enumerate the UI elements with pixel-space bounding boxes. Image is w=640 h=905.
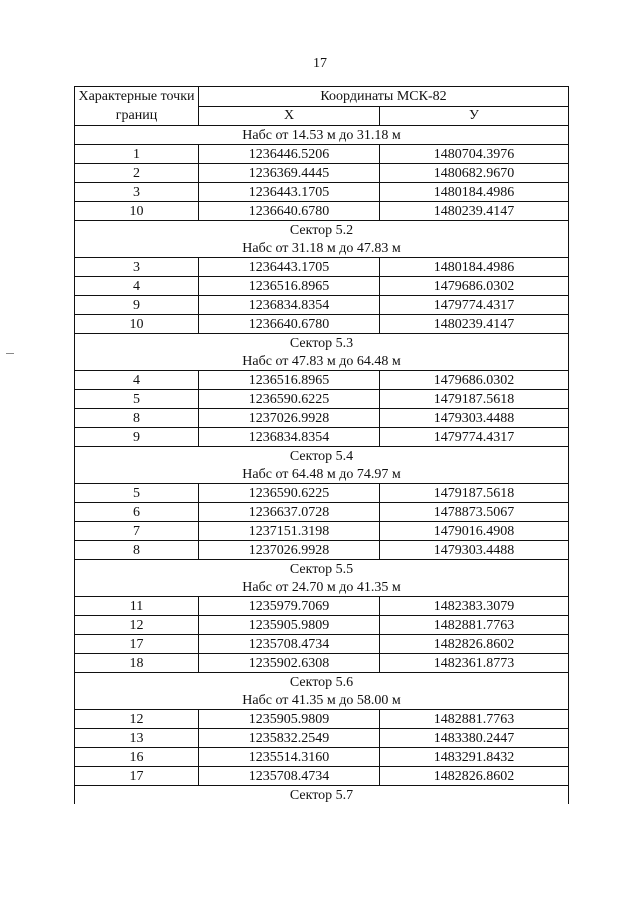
- sector-title: Сектор 5.5: [75, 560, 569, 579]
- x-coordinate: 1235979.7069: [199, 597, 380, 616]
- table-row: [75, 541, 569, 560]
- y-coordinate: 1480239.4147: [380, 202, 569, 221]
- x-coordinate: 1236516.8965: [199, 277, 380, 296]
- y-column-header: У: [380, 106, 569, 126]
- y-coordinate: 1483380.2447: [380, 729, 569, 748]
- x-coordinate: 1235905.9809: [199, 710, 380, 729]
- y-coordinate: 1480184.4986: [380, 183, 569, 202]
- sector-title-row: [75, 221, 569, 240]
- x-coordinate: 1236834.8354: [199, 296, 380, 315]
- sector-title: Сектор 5.2: [75, 221, 569, 240]
- x-coordinate: 1236516.8965: [199, 371, 380, 390]
- table-row: [75, 202, 569, 221]
- coords-title-header: Координаты МСК-82: [199, 87, 569, 107]
- table-row: [75, 729, 569, 748]
- x-coordinate: 1237026.9928: [199, 541, 380, 560]
- header-row: [75, 87, 569, 107]
- point-number: 17: [75, 635, 199, 654]
- table-row: [75, 635, 569, 654]
- table-row: [75, 597, 569, 616]
- y-coordinate: 1480704.3976: [380, 145, 569, 164]
- sector-range: Набс от 47.83 м до 64.48 м: [75, 352, 569, 371]
- table-row: [75, 484, 569, 503]
- table-row: [75, 767, 569, 786]
- y-coordinate: 1483291.8432: [380, 748, 569, 767]
- sector-range: Набс от 14.53 м до 31.18 м: [75, 126, 569, 145]
- point-number: 3: [75, 183, 199, 202]
- sector-title: Сектор 5.4: [75, 447, 569, 466]
- point-number: 5: [75, 390, 199, 409]
- sector-title-row: [75, 560, 569, 579]
- sector-title-row: [75, 673, 569, 692]
- table-row: [75, 315, 569, 334]
- x-coordinate: 1236834.8354: [199, 428, 380, 447]
- sector-title: Сектор 5.3: [75, 334, 569, 353]
- y-coordinate: 1478873.5067: [380, 503, 569, 522]
- sector-range-row: [75, 239, 569, 258]
- x-coordinate: 1236443.1705: [199, 183, 380, 202]
- table-row: [75, 145, 569, 164]
- x-column-header: X: [199, 106, 380, 126]
- table-row: [75, 616, 569, 635]
- sector-range: Набс от 64.48 м до 74.97 м: [75, 465, 569, 484]
- y-coordinate: 1479303.4488: [380, 541, 569, 560]
- x-coordinate: 1235708.4734: [199, 767, 380, 786]
- y-coordinate: 1479187.5618: [380, 390, 569, 409]
- point-number: 3: [75, 258, 199, 277]
- sector-range-row: [75, 691, 569, 710]
- y-coordinate: 1479686.0302: [380, 371, 569, 390]
- point-number: 7: [75, 522, 199, 541]
- margin-mark: [6, 353, 14, 354]
- x-coordinate: 1235832.2549: [199, 729, 380, 748]
- y-coordinate: 1479774.4317: [380, 428, 569, 447]
- y-coordinate: 1482361.8773: [380, 654, 569, 673]
- points-column-header: Характерные точки границ: [75, 87, 199, 126]
- table-row: [75, 164, 569, 183]
- table-row: [75, 428, 569, 447]
- x-coordinate: 1236446.5206: [199, 145, 380, 164]
- x-coordinate: 1235514.3160: [199, 748, 380, 767]
- sector-title: Сектор 5.6: [75, 673, 569, 692]
- table-row: [75, 409, 569, 428]
- point-number: 9: [75, 296, 199, 315]
- point-number: 5: [75, 484, 199, 503]
- table-row: [75, 390, 569, 409]
- sector-title: Сектор 5.7: [75, 786, 569, 805]
- y-coordinate: 1479016.4908: [380, 522, 569, 541]
- x-coordinate: 1236637.0728: [199, 503, 380, 522]
- table-row: [75, 296, 569, 315]
- point-number: 18: [75, 654, 199, 673]
- table-row: [75, 258, 569, 277]
- point-number: 12: [75, 710, 199, 729]
- y-coordinate: 1479686.0302: [380, 277, 569, 296]
- table-row: [75, 503, 569, 522]
- y-coordinate: 1479774.4317: [380, 296, 569, 315]
- point-number: 16: [75, 748, 199, 767]
- table-row: [75, 183, 569, 202]
- y-coordinate: 1482826.8602: [380, 767, 569, 786]
- y-coordinate: 1482881.7763: [380, 710, 569, 729]
- y-coordinate: 1482826.8602: [380, 635, 569, 654]
- sector-range-row: [75, 126, 569, 145]
- point-number: 6: [75, 503, 199, 522]
- coordinates-table: [74, 86, 569, 804]
- x-coordinate: 1236640.6780: [199, 202, 380, 221]
- point-number: 11: [75, 597, 199, 616]
- point-number: 2: [75, 164, 199, 183]
- point-number: 10: [75, 202, 199, 221]
- x-coordinate: 1237151.3198: [199, 522, 380, 541]
- y-coordinate: 1479187.5618: [380, 484, 569, 503]
- point-number: 13: [75, 729, 199, 748]
- point-number: 8: [75, 541, 199, 560]
- table-row: [75, 371, 569, 390]
- y-coordinate: 1482383.3079: [380, 597, 569, 616]
- point-number: 4: [75, 371, 199, 390]
- y-coordinate: 1479303.4488: [380, 409, 569, 428]
- sector-range-row: [75, 578, 569, 597]
- x-coordinate: 1236369.4445: [199, 164, 380, 183]
- x-coordinate: 1236640.6780: [199, 315, 380, 334]
- point-number: 10: [75, 315, 199, 334]
- y-coordinate: 1480184.4986: [380, 258, 569, 277]
- y-coordinate: 1480239.4147: [380, 315, 569, 334]
- point-number: 9: [75, 428, 199, 447]
- point-number: 1: [75, 145, 199, 164]
- sector-title-row: [75, 334, 569, 353]
- point-number: 17: [75, 767, 199, 786]
- x-coordinate: 1235708.4734: [199, 635, 380, 654]
- table-row: [75, 748, 569, 767]
- x-coordinate: 1235902.6308: [199, 654, 380, 673]
- x-coordinate: 1236590.6225: [199, 390, 380, 409]
- x-coordinate: 1237026.9928: [199, 409, 380, 428]
- sector-title-row: [75, 447, 569, 466]
- sector-range-row: [75, 465, 569, 484]
- sector-range: Набс от 41.35 м до 58.00 м: [75, 691, 569, 710]
- sector-range: Набс от 24.70 м до 41.35 м: [75, 578, 569, 597]
- sector-title-row: [75, 786, 569, 805]
- x-coordinate: 1236590.6225: [199, 484, 380, 503]
- y-coordinate: 1482881.7763: [380, 616, 569, 635]
- y-coordinate: 1480682.9670: [380, 164, 569, 183]
- sector-range-row: [75, 352, 569, 371]
- table-row: [75, 277, 569, 296]
- page-number: 17: [313, 56, 327, 71]
- point-number: 4: [75, 277, 199, 296]
- table-row: [75, 654, 569, 673]
- table-row: [75, 522, 569, 541]
- x-coordinate: 1235905.9809: [199, 616, 380, 635]
- point-number: 8: [75, 409, 199, 428]
- point-number: 12: [75, 616, 199, 635]
- x-coordinate: 1236443.1705: [199, 258, 380, 277]
- table-row: [75, 710, 569, 729]
- sector-range: Набс от 31.18 м до 47.83 м: [75, 239, 569, 258]
